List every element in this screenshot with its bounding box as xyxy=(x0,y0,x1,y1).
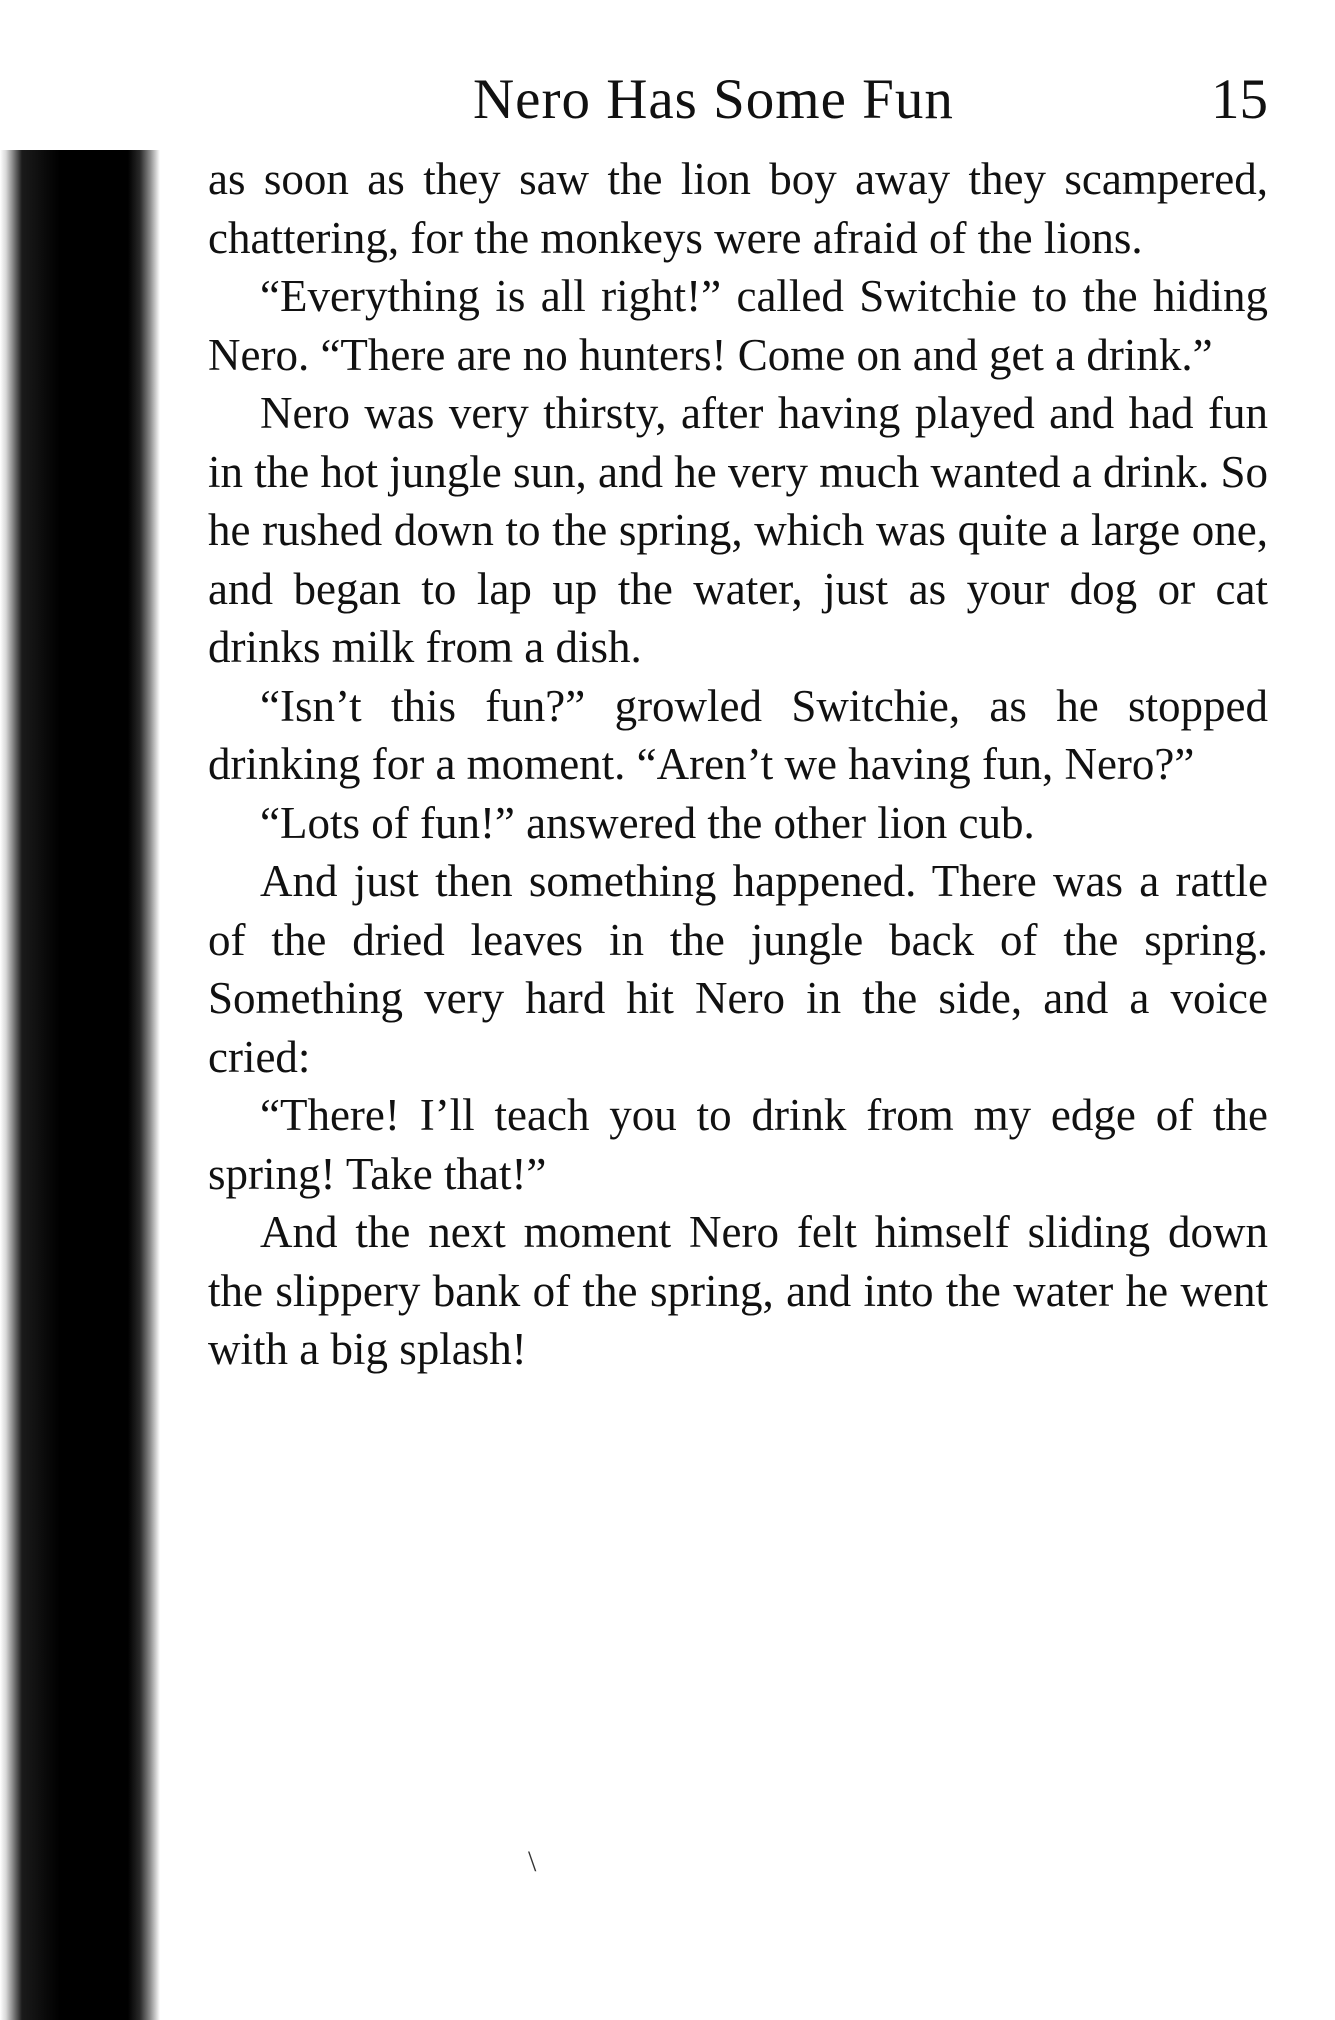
stray-ink-mark: \ xyxy=(528,1845,537,1878)
paragraph: “Lots of fun!” answered the other lion cub. xyxy=(260,797,1035,848)
body-text xyxy=(208,150,1268,1379)
paragraph: And the next moment Nero felt himself sliding down the slippery bank of the spring, and into the water he went with a big splash! xyxy=(208,1207,1268,1374)
book-page xyxy=(208,60,1268,1379)
paragraph: “There! I’ll teach you to drink from my edge of the spring! Take that!” xyxy=(208,1090,1268,1199)
paragraph: as soon as they saw the lion boy away they scampered, chattering, for the monkeys were afraid of the lions. xyxy=(208,154,1268,263)
book-binding-shadow xyxy=(0,150,160,2020)
paragraph: And just then something happened. There was a rattle of the dried leaves in the jungle back of the spring. Something very hard hit Nero in the side, and a voice cried: xyxy=(208,856,1268,1082)
paragraph: Nero was very thirsty, after having played and had fun in the hot jungle sun, and he very much wanted a drink. So he rushed down to the spring, which was quite a large one, and began to lap up the water, just as your dog or cat drinks milk from a dish. xyxy=(208,388,1268,672)
running-head xyxy=(208,60,1268,140)
paragraph: “Everything is all right!” called Switchie to the hiding Nero. “There are no hunters! Come on and get a drink.” xyxy=(208,271,1268,380)
paragraph: “Isn’t this fun?” growled Switchie, as he stopped drinking for a moment. “Aren’t we having fun, Nero?” xyxy=(208,680,1268,789)
chapter-title: Nero Has Some Fun xyxy=(473,68,954,131)
page-number: 15 xyxy=(1211,68,1268,131)
